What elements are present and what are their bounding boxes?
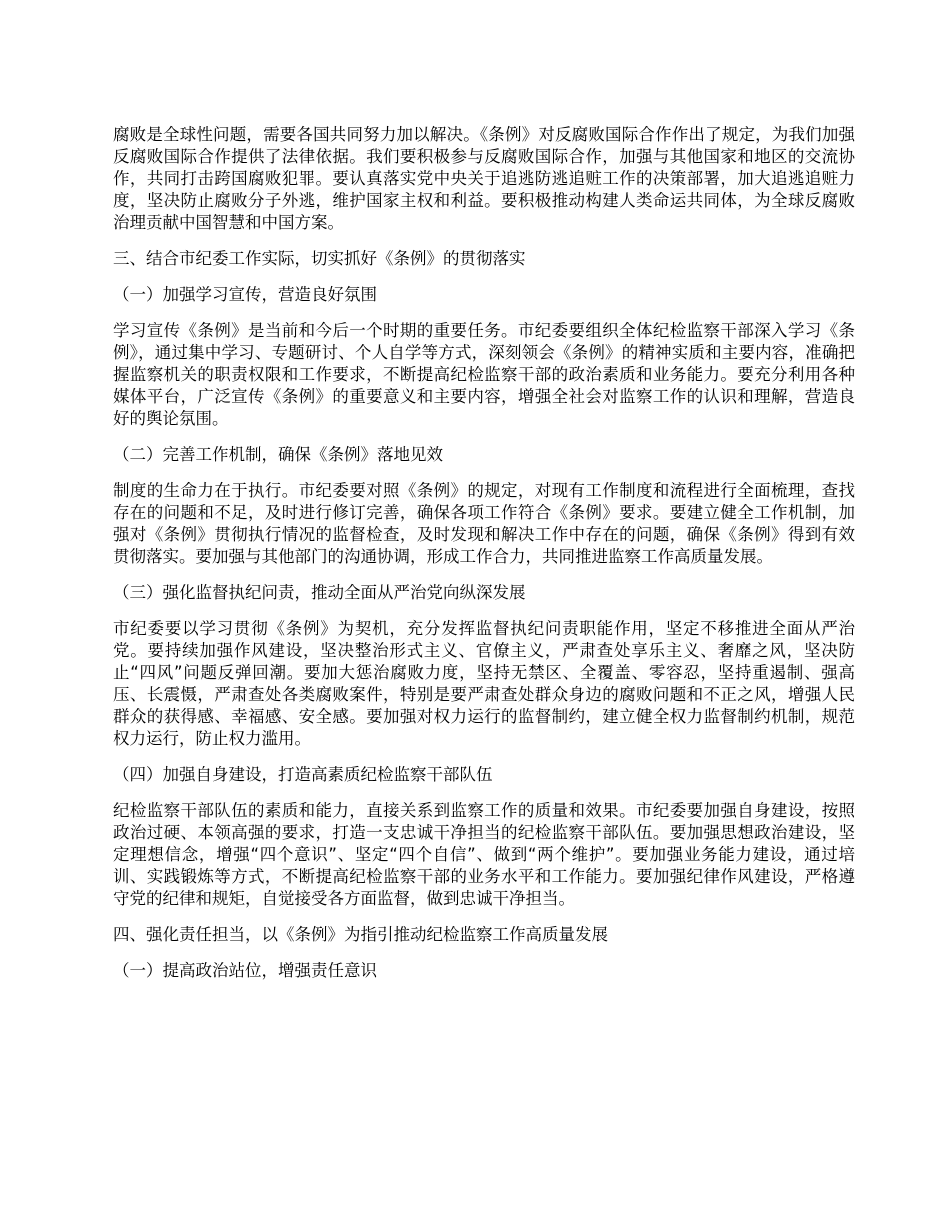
paragraph-study-publicity: 学习宣传《条例》是当前和今后一个时期的重要任务。市纪委要组织全体纪检监察干部深入学习《条例》，通过集中学习、专题研讨、个人自学等方式，深刻领会《条例》的精神实质和主要内容，准确把握监察机关的职责权限和工作要求，不断提高纪检监察干部的政治素质和业务能力。要充分利用各种媒体平台，广泛宣传《条例》的重要意义和主要内容，增强全社会对监察工作的认识和理解，营造良好的舆论氛围。 (113, 321, 855, 428)
paragraph-work-mechanism: 制度的生命力在于执行。市纪委要对照《条例》的规定，对现有工作制度和流程进行全面梳理，查找存在的问题和不足，及时进行修订完善，确保各项工作符合《条例》要求。要建立健全工作机制，加强对《条例》贯彻执行情况的监督检查，及时发现和解决工作中存在的问题，确保《条例》得到有效贯彻落实。要加强与其他部门的沟通协调，形成工作合力，共同推进监察工作高质量发展。 (113, 481, 855, 566)
section-heading-3: 三、结合市纪委工作实际，切实抓好《条例》的贯彻落实 (113, 249, 526, 268)
paragraph-international-cooperation: 腐败是全球性问题，需要各国共同努力加以解决。《条例》对反腐败国际合作作出了规定，为我们加强反腐败国际合作提供了法律依据。我们要积极参与反腐败国际合作，加强与其他国家和地区的交流协作，共同打击跨国腐败犯罪。要认真落实党中央关于追逃防逃追赃工作的决策部署，加大追逃追赃力度，坚决防止腐败分子外逃，维护国家主权和利益。要积极推动构建人类命运共同体，为全球反腐败治理贡献中国智慧和中国方案。 (113, 125, 855, 232)
section-heading-4: 四、强化责任担当，以《条例》为指引推动纪检监察工作高质量发展 (113, 925, 608, 944)
subheading-3-2: （二）完善工作机制，确保《条例》落地见效 (113, 445, 443, 464)
paragraph-self-building: 纪检监察干部队伍的素质和能力，直接关系到监察工作的质量和效果。市纪委要加强自身建设，按照政治过硬、本领高强的要求，打造一支忠诚干净担当的纪检监察干部队伍。要加强思想政治建设，坚定理想信念，增强“四个意识”、坚定“四个自信”、做到“两个维护”。要加强业务能力建设，通过培训、实践锻炼等方式，不断提高纪检监察干部的业务水平和工作能力。要加强纪律作风建设，严格遵守党的纪律和规矩，自觉接受各方面监督，做到忠诚干净担当。 (113, 801, 855, 908)
subheading-4-1: （一）提高政治站位，增强责任意识 (113, 961, 377, 980)
document-body (113, 124, 855, 996)
subheading-3-4: （四）加强自身建设，打造高素质纪检监察干部队伍 (113, 765, 493, 784)
subheading-3-1: （一）加强学习宣传，营造良好氛围 (113, 285, 377, 304)
paragraph-supervision: 市纪委要以学习贯彻《条例》为契机，充分发挥监督执纪问责职能作用，坚定不移推进全面从严治党。要持续加强作风建设，坚决整治形式主义、官僚主义，严肃查处享乐主义、奢靡之风，坚决防止“四风”问题反弹回潮。要加大惩治腐败力度，坚持无禁区、全覆盖、零容忍，坚持重遏制、强高压、长震慑，严肃查处各类腐败案件，特别是要严肃查处群众身边的腐败问题和不正之风，增强人民群众的获得感、幸福感、安全感。要加强对权力运行的监督制约，建立健全权力监督制约机制，规范权力运行，防止权力滥用。 (113, 619, 855, 748)
subheading-3-3: （三）强化监督执纪问责，推动全面从严治党向纵深发展 (113, 583, 526, 602)
